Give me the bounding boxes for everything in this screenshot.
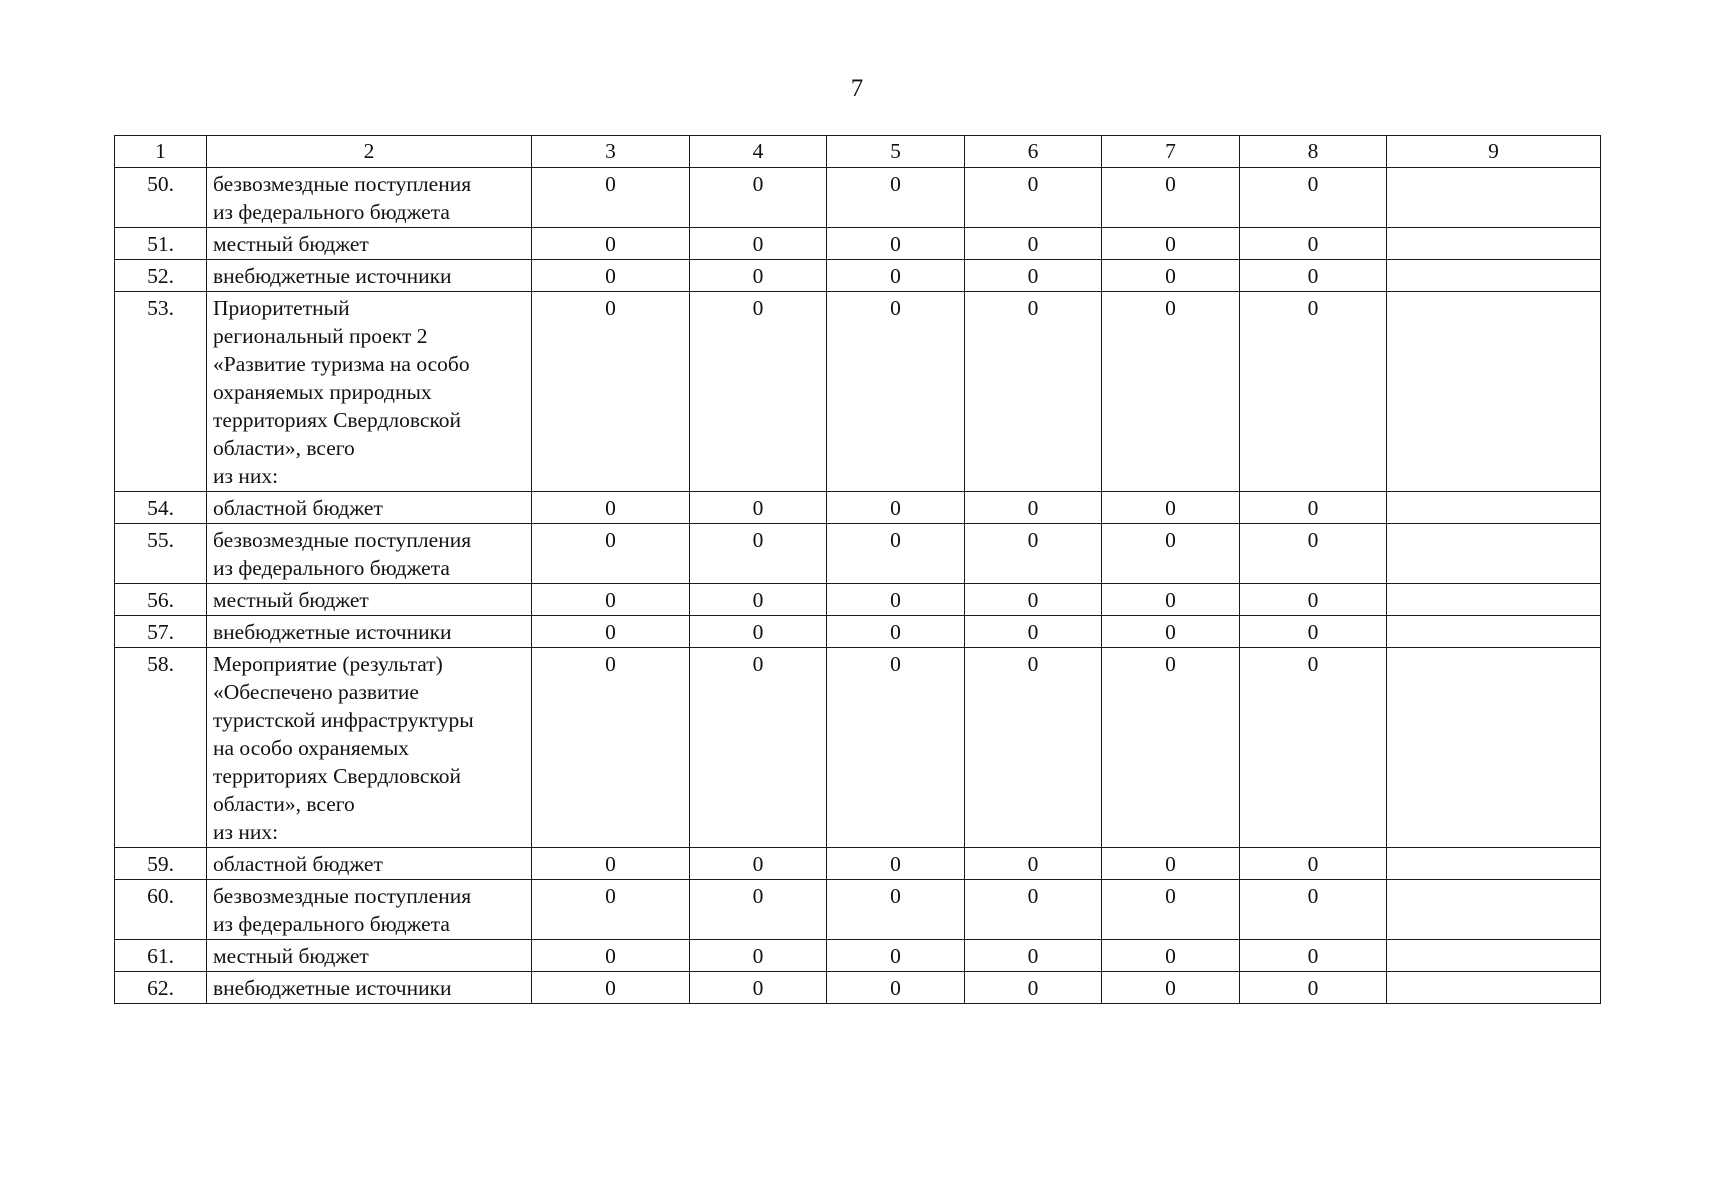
row-number: 58. [115, 648, 207, 848]
value-cell: 0 [965, 292, 1102, 492]
value-cell: 0 [1102, 260, 1240, 292]
value-cell: 0 [532, 584, 690, 616]
row-name: местный бюджет [207, 940, 532, 972]
note-cell [1387, 524, 1601, 584]
table-row [115, 584, 1601, 616]
column-header: 7 [1102, 136, 1240, 168]
column-header: 6 [965, 136, 1102, 168]
value-cell: 0 [827, 584, 965, 616]
value-cell: 0 [532, 292, 690, 492]
table-row [115, 972, 1601, 1004]
value-cell: 0 [1240, 584, 1387, 616]
value-cell: 0 [1102, 584, 1240, 616]
value-cell: 0 [532, 940, 690, 972]
value-cell: 0 [827, 492, 965, 524]
row-name: безвозмездные поступления из федерального бюджета [207, 524, 532, 584]
value-cell: 0 [690, 292, 827, 492]
value-cell: 0 [1102, 228, 1240, 260]
value-cell: 0 [690, 492, 827, 524]
value-cell: 0 [690, 228, 827, 260]
note-cell [1387, 168, 1601, 228]
value-cell: 0 [965, 584, 1102, 616]
note-cell [1387, 880, 1601, 940]
row-name: внебюджетные источники [207, 260, 532, 292]
budget-table [114, 135, 1601, 1004]
value-cell: 0 [690, 648, 827, 848]
column-header: 8 [1240, 136, 1387, 168]
value-cell: 0 [827, 848, 965, 880]
value-cell: 0 [1102, 648, 1240, 848]
column-header: 4 [690, 136, 827, 168]
value-cell: 0 [827, 972, 965, 1004]
value-cell: 0 [965, 940, 1102, 972]
row-number: 54. [115, 492, 207, 524]
value-cell: 0 [965, 524, 1102, 584]
value-cell: 0 [690, 972, 827, 1004]
value-cell: 0 [1240, 972, 1387, 1004]
value-cell: 0 [965, 648, 1102, 848]
value-cell: 0 [1240, 848, 1387, 880]
value-cell: 0 [1240, 292, 1387, 492]
value-cell: 0 [1240, 492, 1387, 524]
value-cell: 0 [827, 524, 965, 584]
row-name: Мероприятие (результат) «Обеспечено развитие туристской инфраструктуры на особо охраняемых территориях Свердловской области», всего из них: [207, 648, 532, 848]
value-cell: 0 [965, 492, 1102, 524]
value-cell: 0 [1240, 880, 1387, 940]
note-cell [1387, 616, 1601, 648]
value-cell: 0 [532, 648, 690, 848]
value-cell: 0 [1102, 848, 1240, 880]
row-name: областной бюджет [207, 848, 532, 880]
value-cell: 0 [1240, 168, 1387, 228]
table-row [115, 880, 1601, 940]
table-row [115, 616, 1601, 648]
value-cell: 0 [965, 168, 1102, 228]
row-number: 51. [115, 228, 207, 260]
value-cell: 0 [1102, 616, 1240, 648]
value-cell: 0 [690, 168, 827, 228]
table-row [115, 260, 1601, 292]
note-cell [1387, 648, 1601, 848]
row-number: 50. [115, 168, 207, 228]
note-cell [1387, 260, 1601, 292]
row-number: 61. [115, 940, 207, 972]
value-cell: 0 [1240, 524, 1387, 584]
table-header-row [115, 136, 1601, 168]
value-cell: 0 [532, 228, 690, 260]
value-cell: 0 [965, 880, 1102, 940]
value-cell: 0 [532, 972, 690, 1004]
value-cell: 0 [1102, 880, 1240, 940]
value-cell: 0 [1102, 168, 1240, 228]
column-header: 1 [115, 136, 207, 168]
row-number: 53. [115, 292, 207, 492]
column-header: 5 [827, 136, 965, 168]
note-cell [1387, 228, 1601, 260]
row-name: местный бюджет [207, 228, 532, 260]
row-number: 55. [115, 524, 207, 584]
row-name: Приоритетный региональный проект 2 «Развитие туризма на особо охраняемых природных территориях Свердловской области», всего из них: [207, 292, 532, 492]
row-number: 52. [115, 260, 207, 292]
value-cell: 0 [827, 940, 965, 972]
column-header: 2 [207, 136, 532, 168]
value-cell: 0 [1102, 492, 1240, 524]
value-cell: 0 [1102, 972, 1240, 1004]
value-cell: 0 [827, 168, 965, 228]
table-row [115, 940, 1601, 972]
value-cell: 0 [690, 940, 827, 972]
value-cell: 0 [690, 260, 827, 292]
table-row [115, 228, 1601, 260]
row-number: 60. [115, 880, 207, 940]
value-cell: 0 [827, 292, 965, 492]
row-name: безвозмездные поступления из федерального бюджета [207, 880, 532, 940]
value-cell: 0 [532, 880, 690, 940]
value-cell: 0 [827, 228, 965, 260]
value-cell: 0 [965, 972, 1102, 1004]
value-cell: 0 [827, 616, 965, 648]
column-header: 9 [1387, 136, 1601, 168]
value-cell: 0 [1240, 616, 1387, 648]
row-number: 59. [115, 848, 207, 880]
value-cell: 0 [965, 616, 1102, 648]
value-cell: 0 [827, 648, 965, 848]
note-cell [1387, 584, 1601, 616]
value-cell: 0 [532, 168, 690, 228]
value-cell: 0 [965, 260, 1102, 292]
note-cell [1387, 940, 1601, 972]
value-cell: 0 [690, 848, 827, 880]
value-cell: 0 [1240, 940, 1387, 972]
value-cell: 0 [1240, 260, 1387, 292]
row-number: 57. [115, 616, 207, 648]
value-cell: 0 [965, 848, 1102, 880]
value-cell: 0 [690, 880, 827, 940]
note-cell [1387, 848, 1601, 880]
row-name: внебюджетные источники [207, 616, 532, 648]
value-cell: 0 [827, 260, 965, 292]
row-number: 56. [115, 584, 207, 616]
page-number: 7 [850, 75, 864, 102]
value-cell: 0 [690, 524, 827, 584]
note-cell [1387, 972, 1601, 1004]
column-header: 3 [532, 136, 690, 168]
table-row [115, 168, 1601, 228]
note-cell [1387, 492, 1601, 524]
row-name: областной бюджет [207, 492, 532, 524]
value-cell: 0 [532, 524, 690, 584]
value-cell: 0 [1240, 228, 1387, 260]
value-cell: 0 [1102, 292, 1240, 492]
value-cell: 0 [690, 616, 827, 648]
value-cell: 0 [827, 880, 965, 940]
value-cell: 0 [532, 616, 690, 648]
table-row [115, 848, 1601, 880]
row-name: местный бюджет [207, 584, 532, 616]
note-cell [1387, 292, 1601, 492]
value-cell: 0 [1102, 524, 1240, 584]
value-cell: 0 [965, 228, 1102, 260]
row-number: 62. [115, 972, 207, 1004]
value-cell: 0 [532, 492, 690, 524]
table-row [115, 524, 1601, 584]
value-cell: 0 [532, 260, 690, 292]
row-name: внебюджетные источники [207, 972, 532, 1004]
value-cell: 0 [1240, 648, 1387, 848]
value-cell: 0 [690, 584, 827, 616]
table-row [115, 648, 1601, 848]
row-name: безвозмездные поступления из федерального бюджета [207, 168, 532, 228]
value-cell: 0 [532, 848, 690, 880]
value-cell: 0 [1102, 940, 1240, 972]
table-row [115, 292, 1601, 492]
table-row [115, 492, 1601, 524]
